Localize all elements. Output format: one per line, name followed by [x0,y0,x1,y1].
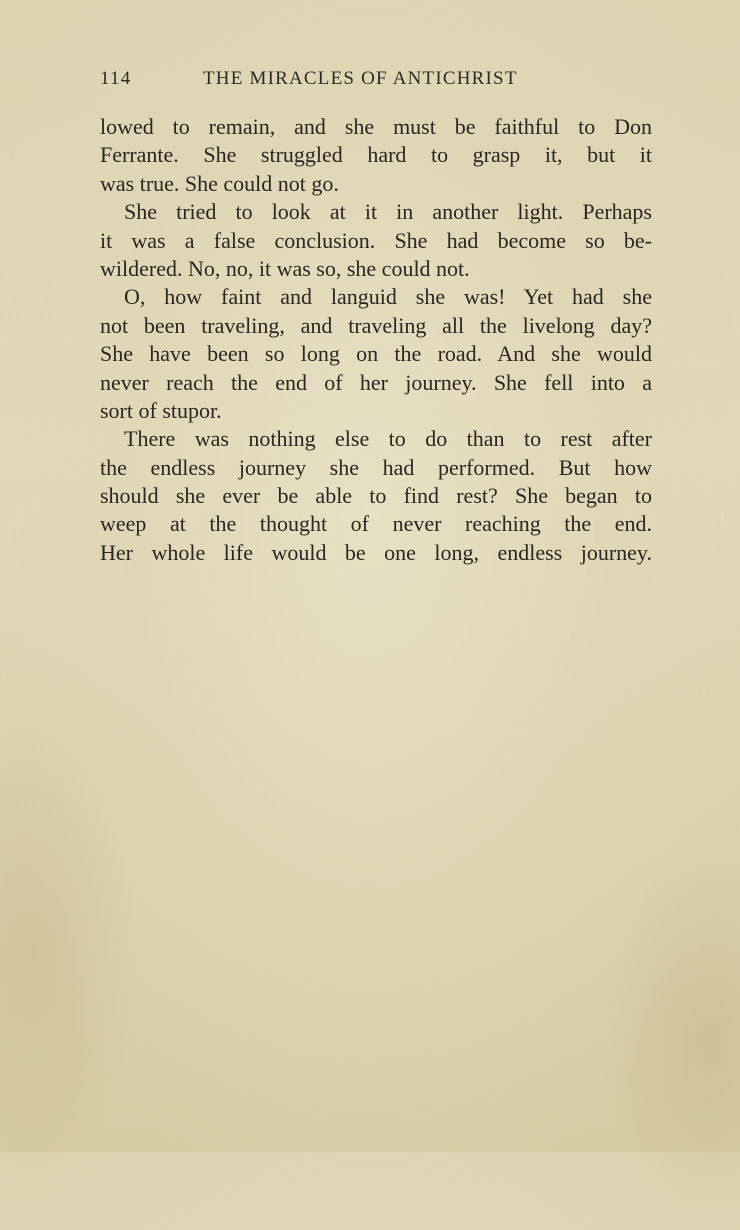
text-line: Her whole life would be one long, endless journey. [100,539,652,565]
text-line: Ferrante. She struggled hard to grasp it, but it [100,142,652,168]
text-line: the endless journey she had performed. But how [100,454,652,480]
text-line: There was nothing else to do than to rest after [124,426,652,452]
text-line: not been traveling, and traveling all the livelong day? [100,312,652,338]
text-line: O, how faint and languid she was! Yet had she [124,284,652,310]
text-line: should she ever be able to find rest? She began to [100,483,652,509]
paper-edge-shading [600,850,740,1230]
text-line: She have been so long on the road. And she would [100,341,652,367]
paragraph [100,425,652,567]
text-line: never reach the end of her journey. She fell into a [100,369,652,395]
paragraph [100,113,652,198]
body-text [100,113,652,567]
text-line: She tried to look at it in another light. Perhaps [124,199,652,225]
page-number: 114 [100,68,132,89]
paper-edge-shading [0,700,140,1200]
running-head [100,68,552,96]
text-line: weep at the thought of never reaching the end. [100,511,652,537]
text-line: sort of stupor. [100,397,222,423]
running-title: THE MIRACLES OF ANTICHRIST [203,68,518,89]
text-line: was true. She could not go. [100,170,339,196]
text-line: wildered. No, no, it was so, she could not. [100,255,470,281]
paragraph [100,283,652,425]
text-line: lowed to remain, and she must be faithful to Don [100,114,652,139]
paragraph [100,198,652,283]
text-line: it was a false conclusion. She had become so be- [100,227,652,253]
